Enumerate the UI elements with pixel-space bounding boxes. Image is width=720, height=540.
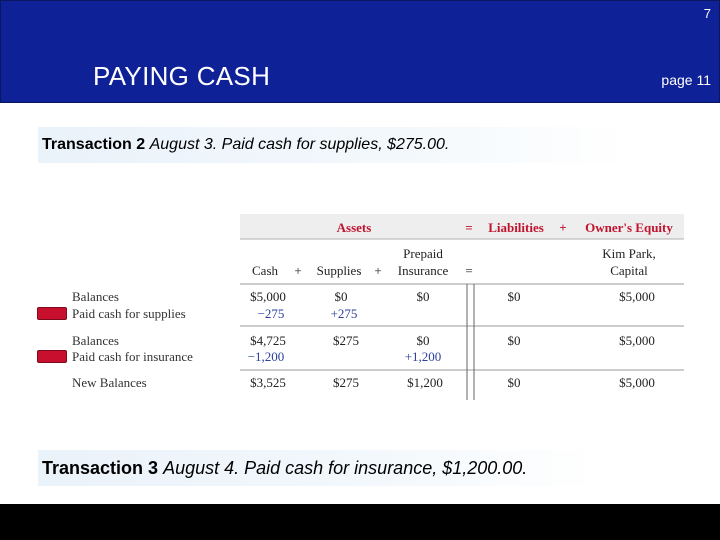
slide-footer-bar [0,504,720,540]
cell-insurance-change: +1,200 [404,349,442,364]
cell-cash: $4,725 [250,333,286,348]
cell-supplies: $0 [334,289,348,304]
row-label: Paid cash for insurance [72,349,193,364]
owners-equity-heading: Owner's Equity [585,220,673,235]
slide-title: PAYING CASH [93,61,271,91]
column-plus: + [294,263,302,278]
transaction-3-label: Transaction 3 [42,458,159,478]
transaction-2-description: August 3. Paid cash for supplies, $275.00. [149,136,450,153]
cell-cash-change: −275 [257,306,285,321]
row-label: New Balances [72,375,147,390]
cell-insurance: $0 [416,333,430,348]
column-cash: Cash [252,263,278,278]
transaction-2-label: Transaction 2 [42,136,146,153]
page-reference: page 11 [661,72,711,88]
column-capital: Capital [610,263,648,278]
transaction-3-text [42,458,527,479]
plus-sign: + [559,220,567,235]
cell-liabilities: $0 [507,333,521,348]
cell-insurance: $1,200 [407,375,443,390]
row-label: Balances [72,333,119,348]
cell-insurance: $0 [416,289,430,304]
column-supplies: Supplies [316,263,362,278]
transaction-3-description: August 4. Paid cash for insurance, $1,200.00. [163,458,528,478]
assets-heading: Assets [336,220,372,235]
column-owner-name: Kim Park, [602,246,656,261]
cell-cash-change: −1,200 [247,349,285,364]
column-equals: = [465,263,473,278]
cell-supplies-change: +275 [330,306,358,321]
cell-capital: $5,000 [619,289,655,304]
equals-sign: = [465,220,473,235]
cell-cash: $5,000 [250,289,286,304]
cell-capital: $5,000 [619,375,655,390]
cell-supplies: $275 [333,375,359,390]
cell-liabilities: $0 [507,289,521,304]
cell-liabilities: $0 [507,375,521,390]
cell-cash: $3,525 [250,375,286,390]
slide-number: 7 [703,6,711,21]
cell-supplies: $275 [333,333,359,348]
column-insurance: Insurance [397,263,449,278]
column-prepaid: Prepaid [403,246,443,261]
row-label: Paid cash for supplies [72,306,186,321]
row-label: Balances [72,289,119,304]
cell-capital: $5,000 [619,333,655,348]
column-plus: + [374,263,382,278]
liabilities-heading: Liabilities [488,220,544,235]
